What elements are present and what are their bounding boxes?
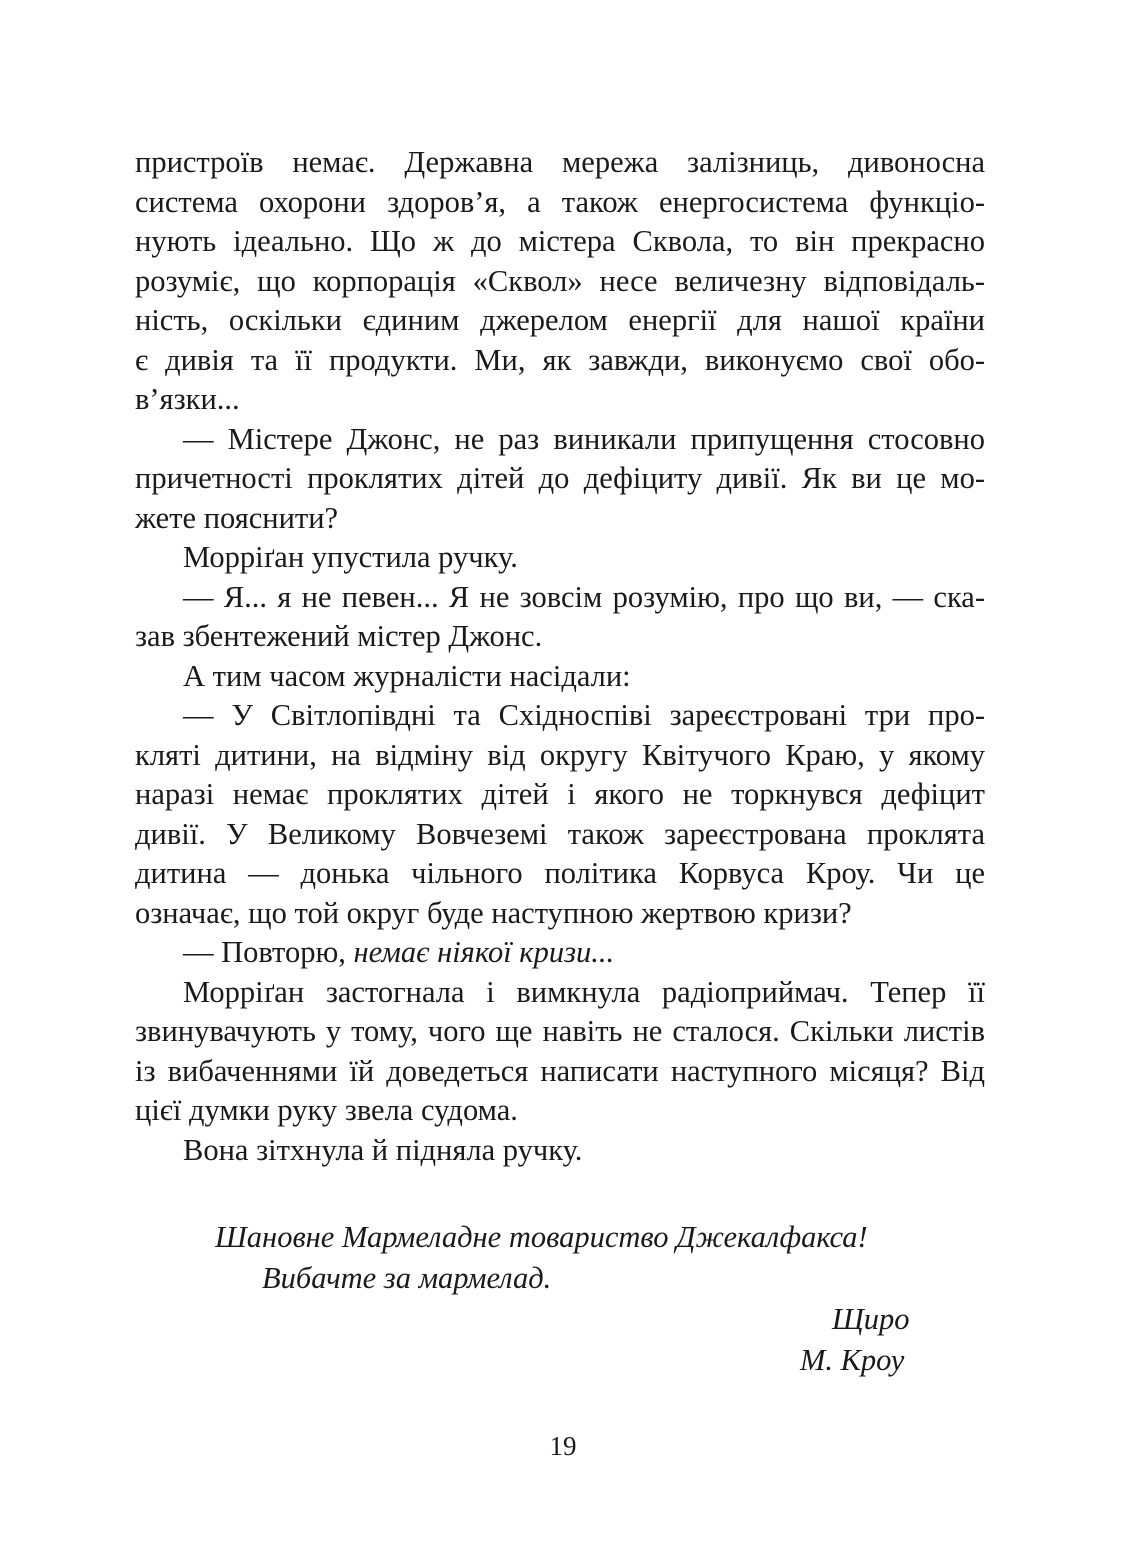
text-line: ність, оскільки єдиним джерелом енергії для нашої країни [135,303,985,337]
letter-closing: Щиро [832,1302,910,1336]
text-line: причетності проклятих дітей до дефіциту дивії. Як ви це мо- [135,461,985,495]
text-line: із вибаченнями їй доведеться написати наступного місяця? Від [135,1053,985,1088]
text-line: Вона зітхнула й підняла ручку. [183,1132,583,1167]
text-line: цієї думки руку звела судома. [135,1093,518,1127]
text-line: в’язки... [135,382,240,416]
text-line: — Містере Джонс, не раз виникали припущення стосовно [183,421,985,456]
dialogue-prefix: — Повторю, [183,935,354,969]
main-text [135,143,985,1170]
text-line: є дивія та її продукти. Ми, як завжди, виконуємо свої обо- [135,342,985,377]
text-line: дивії. У Великому Вовчеземі також зареєстрована проклята [135,816,985,851]
text-line: жете пояснити? [135,500,339,535]
text-line: кляті дитини, на відміну від округу Квітучого Краю, у якому [135,737,985,772]
text-line: Морріґан упустила ручку. [183,540,518,574]
text-line: — Я... я не певен... Я не зовсім розумію, про що ви, — ска- [183,579,985,614]
text-line: система охорони здоров’я, а також енергосистема функціо- [135,184,985,219]
text-line: розуміє, що корпорація «Сквол» несе величезну відповідаль- [135,263,985,298]
letter-body: Вибачте за мармелад. [262,1261,552,1295]
text-line: дитина — донька чільного політика Корвуса Кроу. Чи це [135,856,985,890]
text-line [135,933,985,973]
text-line: Морріґан застогнала і вимкнула радіоприймач. Тепер її [183,974,985,1009]
text-line: пристроїв немає. Державна мережа залізниць, дивоносна [135,145,985,179]
italic-phrase: немає ніякої кризи... [353,935,615,969]
text-line: означає, що той округ буде наступною жертвою кризи? [135,895,852,930]
letter-greeting: Шановне Мармеладне товариство Джекалфакса! [215,1220,868,1254]
text-line: нують ідеально. Що ж до містера Сквола, то він прекрасно [135,224,985,258]
text-line: — У Світлопівдні та Східноспіві зареєстровані три про- [183,698,985,732]
text-line: звинувачують у тому, чого ще навіть не сталося. Скільки листів [135,1014,985,1048]
text-line: А тим часом журналісти насідали: [183,658,631,693]
letter-signature: М. Кроу [800,1343,905,1377]
text-line: наразі немає проклятих дітей і якого не торкнувся дефіцит [135,777,985,811]
page-number: 19 [549,1431,577,1461]
text-line: зав збентежений містер Джонс. [135,619,543,653]
